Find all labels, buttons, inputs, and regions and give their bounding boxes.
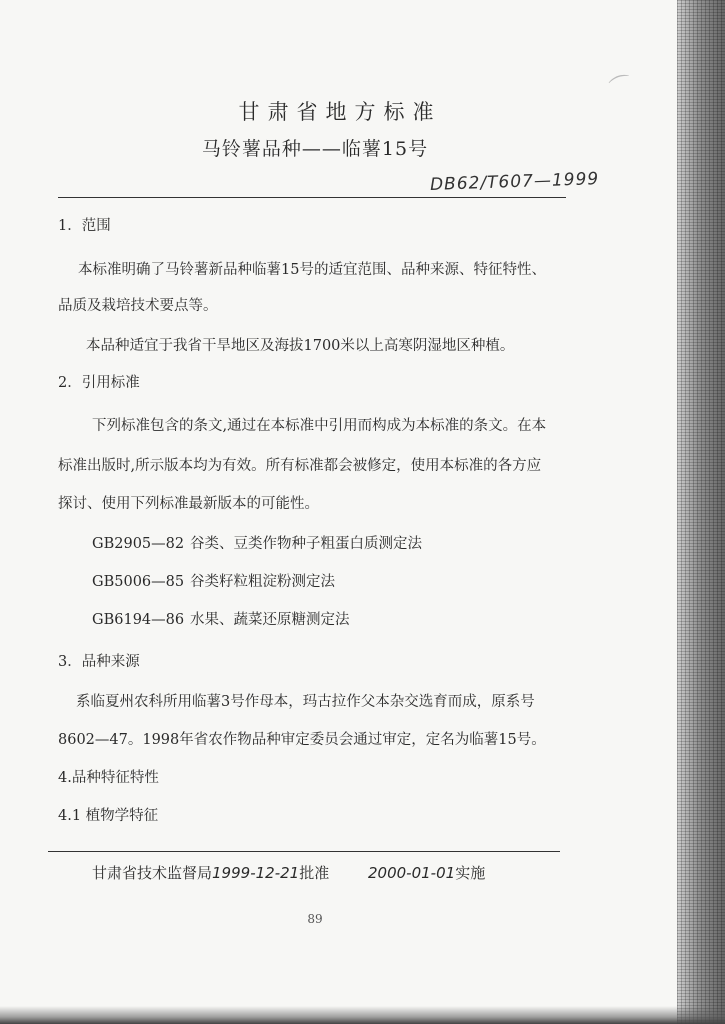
implementation-suffix: 实施 <box>455 864 486 882</box>
header-rule <box>58 197 566 198</box>
scan-binding-edge <box>677 0 725 1024</box>
section-4-1-heading: 4.1 植物学特征 <box>58 808 159 824</box>
page-number: 89 <box>307 912 323 926</box>
reference-3-code: GB6194—86 <box>92 612 185 628</box>
reference-1-name: 谷类、豆类作物种子粗蛋白质测定法 <box>190 536 422 552</box>
implementation-line <box>368 862 485 883</box>
footer-rule <box>48 851 560 852</box>
section-2-paragraph-line-3: 探讨、使用下列标准最新版本的可能性。 <box>58 496 319 512</box>
section-1-paragraph-line-1: 本标准明确了马铃薯新品种临薯15号的适宜范围、品种来源、特征特性、 <box>78 262 546 278</box>
section-1-heading: 1．范围 <box>58 218 111 234</box>
scan-mark: ⌒ <box>607 71 637 103</box>
section-2-paragraph-line-2: 标准出版时,所示版本均为有效。所有标准都会被修定，使用本标准的各方应 <box>58 458 542 474</box>
section-2-heading: 2．引用标准 <box>58 375 140 391</box>
section-3-paragraph-line-2: 8602—47。1998年省农作物品种审定委员会通过审定，定名为临薯15号。 <box>58 732 546 748</box>
standard-subtitle: 马铃薯品种——临薯15号 <box>201 138 429 160</box>
section-1-paragraph-2: 本品种适宜于我省干旱地区及海拔1700米以上高寒阴湿地区种植。 <box>86 338 515 354</box>
section-4-heading: 4.品种特征特性 <box>58 770 159 786</box>
section-3-heading: 3．品种来源 <box>58 654 140 670</box>
standard-code-handwritten: DB62/T607—1999 <box>429 169 600 195</box>
approval-org: 甘肃省技术监督局 <box>92 864 213 882</box>
reference-3-name: 水果、蔬菜还原糖测定法 <box>190 612 350 628</box>
approval-line <box>92 862 329 883</box>
reference-1-code: GB2905—82 <box>92 536 185 552</box>
scan-bottom-edge <box>0 1006 725 1024</box>
section-3-paragraph-line-1: 系临夏州农科所用临薯3号作母本，玛古拉作父本杂交选育而成，原系号 <box>76 694 535 710</box>
implementation-date-handwritten: 2000-01-01 <box>368 864 456 882</box>
approval-suffix: 批准 <box>299 864 330 882</box>
reference-2-name: 谷类籽粒粗淀粉测定法 <box>190 574 335 590</box>
section-1-paragraph-line-2: 品质及栽培技术要点等。 <box>58 298 218 314</box>
approval-date-handwritten: 1999-12-21 <box>212 864 300 882</box>
standard-title: 甘肃省地方标准 <box>238 100 442 124</box>
reference-2-code: GB5006—85 <box>92 574 185 590</box>
section-2-paragraph-line-1: 下列标准包含的条文,通过在本标准中引用而构成为本标准的条文。在本 <box>92 418 547 434</box>
